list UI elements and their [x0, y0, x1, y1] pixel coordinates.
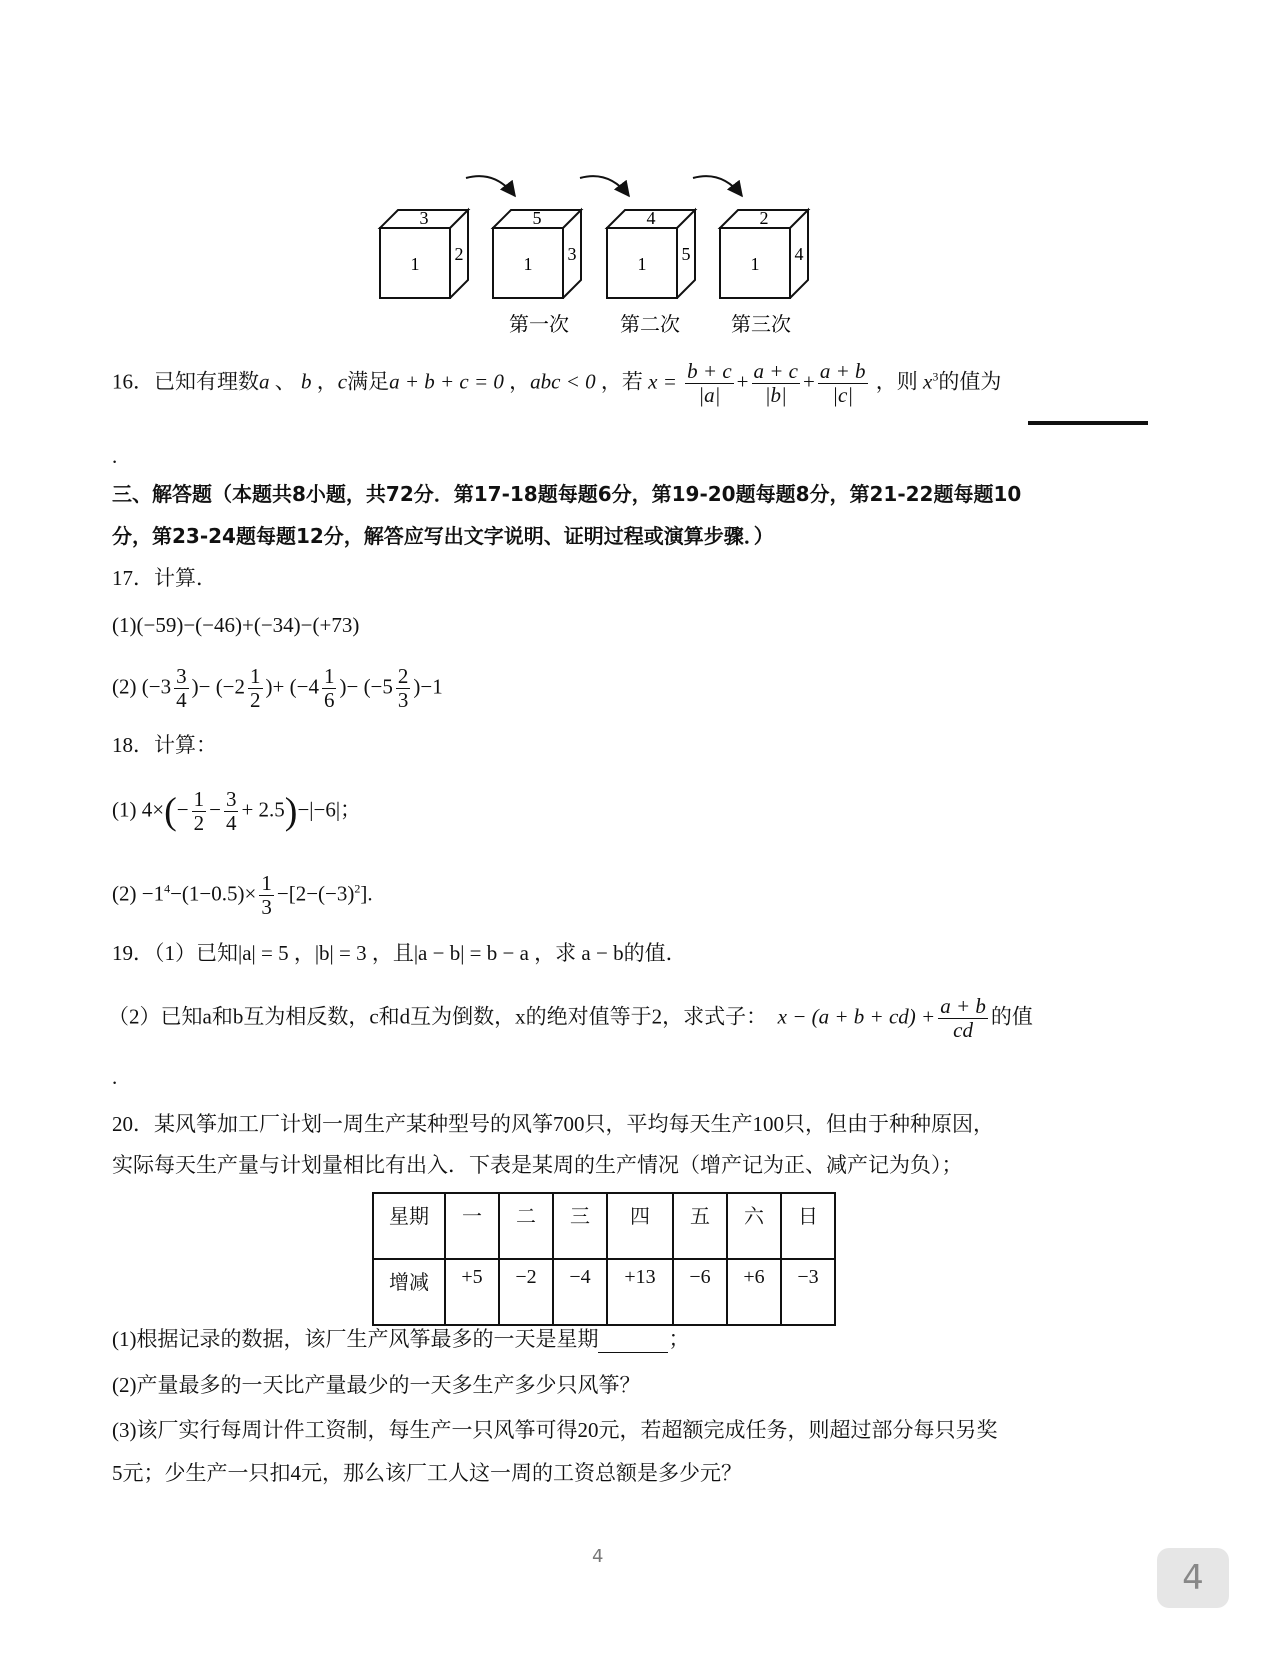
cube-1-top: 3: [419, 208, 429, 228]
question-17-title: 17．计算．: [112, 566, 217, 590]
cube-1: [380, 208, 468, 298]
caption-1: 第一次: [509, 312, 569, 336]
page-badge[interactable]: 4: [1157, 1548, 1229, 1608]
question-18-part-1: (1) 4×(− $\frac{1}{2}$ − $\frac{3}{4}$ + 2.5)−|−6|；: [112, 787, 362, 836]
cube-1-side: 2: [454, 244, 464, 264]
table-cell: +5: [445, 1259, 499, 1325]
question-20-sub-3a: (3)该厂实行每周计件工资制，每生产一只风筝可得20元，若超额完成任务，则超过部分每只另奖: [112, 1418, 998, 1442]
dice-figure: [360, 168, 820, 343]
arrow-1: [466, 176, 515, 196]
cube-2-side: 3: [567, 244, 577, 264]
cube-4: [720, 208, 808, 298]
cube-3-front: 1: [637, 254, 647, 274]
caption-3: 第三次: [731, 312, 791, 336]
question-20-sub-1: (1)根据记录的数据，该厂生产风筝最多的一天是星期 ；: [112, 1327, 690, 1351]
section-3-line-1: 三、解答题（本题共8小题，共72分．第17-18题每题6分，第19-20题每题8分，第21-22题每题10: [112, 482, 1022, 506]
table-cell: 三: [553, 1193, 607, 1259]
question-17-part-2: (2) (−3 $\frac{3}{4}$ )− (−2 $\frac{1}{2}$ )+ (−4 $\frac{1}{6}$ )− (−5 $\frac{2}{3}$ )−1: [112, 664, 443, 713]
table-cell: −2: [499, 1259, 553, 1325]
cube-2-top: 5: [532, 208, 542, 228]
question-18-part-2: $(2) -1^4-(1-0.5)\times$ $\frac{1}{3}$ $-[2-(-3)^2]$.: [112, 871, 373, 920]
question-19-part-1: 19．（1）已知|a| = 5 ，|b| = 3 ，且|a − b| = b − a ，求 a − b的值．: [112, 941, 687, 965]
question-19-part-2: （2）已知a和b互为相反数，c和d互为倒数，x的绝对值等于2，求式子： x − (a + b + cd) + $\frac{a + b}{cd}$ 的值: [108, 994, 1033, 1043]
arrow-3: [693, 176, 742, 196]
page-number: 4: [592, 1546, 604, 1567]
cube-2: [493, 208, 581, 298]
table-cell: 六: [727, 1193, 781, 1259]
fraction-ab-over-c: $\frac{a + b}{|c|}$: [819, 359, 866, 408]
question-20-sub-3b: 5元；少生产一只扣4元，那么该厂工人这一周的工资总额是多少元？: [112, 1461, 742, 1485]
production-table: [372, 1192, 836, 1326]
question-20-sub-2: (2)产量最多的一天比产量最少的一天多生产多少只风筝？: [112, 1373, 641, 1397]
table-cell: 二: [499, 1193, 553, 1259]
table-cell: 增减: [373, 1259, 445, 1325]
section-3-line-2: 分，第23-24题每题12分，解答应写出文字说明、证明过程或演算步骤．）: [112, 524, 774, 548]
question-16: 16．已知有理数a 、 b ，c满足a + b + c = 0 ，abc < 0 ，若 x = $\frac{b + c}{|a|}$ + $\frac{a + c}{|b|}$ + $\frac{a + b}{|c|}$ ，则 $x^3$的值为: [112, 359, 1002, 408]
table-cell: +13: [607, 1259, 673, 1325]
cube-4-front: 1: [750, 254, 760, 274]
table-cell: 四: [607, 1193, 673, 1259]
cube-1-front: 1: [410, 254, 420, 274]
arrow-2: [580, 176, 629, 196]
table-cell: −6: [673, 1259, 727, 1325]
q19-period: .: [112, 1065, 118, 1089]
question-20-line-1: 20．某风筝加工厂计划一周生产某种型号的风筝700只，平均每天生产100只，但由于种种原因，: [112, 1112, 994, 1136]
caption-2: 第二次: [620, 312, 680, 336]
question-18-title: 18．计算：: [112, 733, 217, 757]
cube-3: [607, 208, 695, 298]
table-cell: 日: [781, 1193, 835, 1259]
q16-period: .: [112, 444, 118, 468]
question-17-part-1: (1)(−59)−(−46)+(−34)−(+73): [112, 613, 360, 637]
table-cell: +6: [727, 1259, 781, 1325]
table-cell: −3: [781, 1259, 835, 1325]
cube-4-side: 4: [794, 244, 804, 264]
cube-3-side: 5: [681, 244, 691, 264]
cube-2-front: 1: [523, 254, 533, 274]
table-cell: 星期: [373, 1193, 445, 1259]
table-cell: 一: [445, 1193, 499, 1259]
cube-3-top: 4: [646, 208, 656, 228]
table-cell: −4: [553, 1259, 607, 1325]
answer-blank-16[interactable]: [1028, 421, 1148, 425]
question-20-line-2: 实际每天生产量与计划量相比有出入．下表是某周的生产情况（增产记为正、减产记为负）；: [112, 1153, 963, 1177]
table-row: [373, 1259, 835, 1325]
fraction-bc-over-a: $\frac{b + c}{|a|}$: [687, 359, 732, 408]
answer-blank-20-1[interactable]: [598, 1330, 668, 1353]
table-cell: 五: [673, 1193, 727, 1259]
table-row: [373, 1193, 835, 1259]
fraction-ac-over-b: $\frac{a + c}{|b|}$: [753, 359, 799, 408]
cube-4-top: 2: [759, 208, 769, 228]
